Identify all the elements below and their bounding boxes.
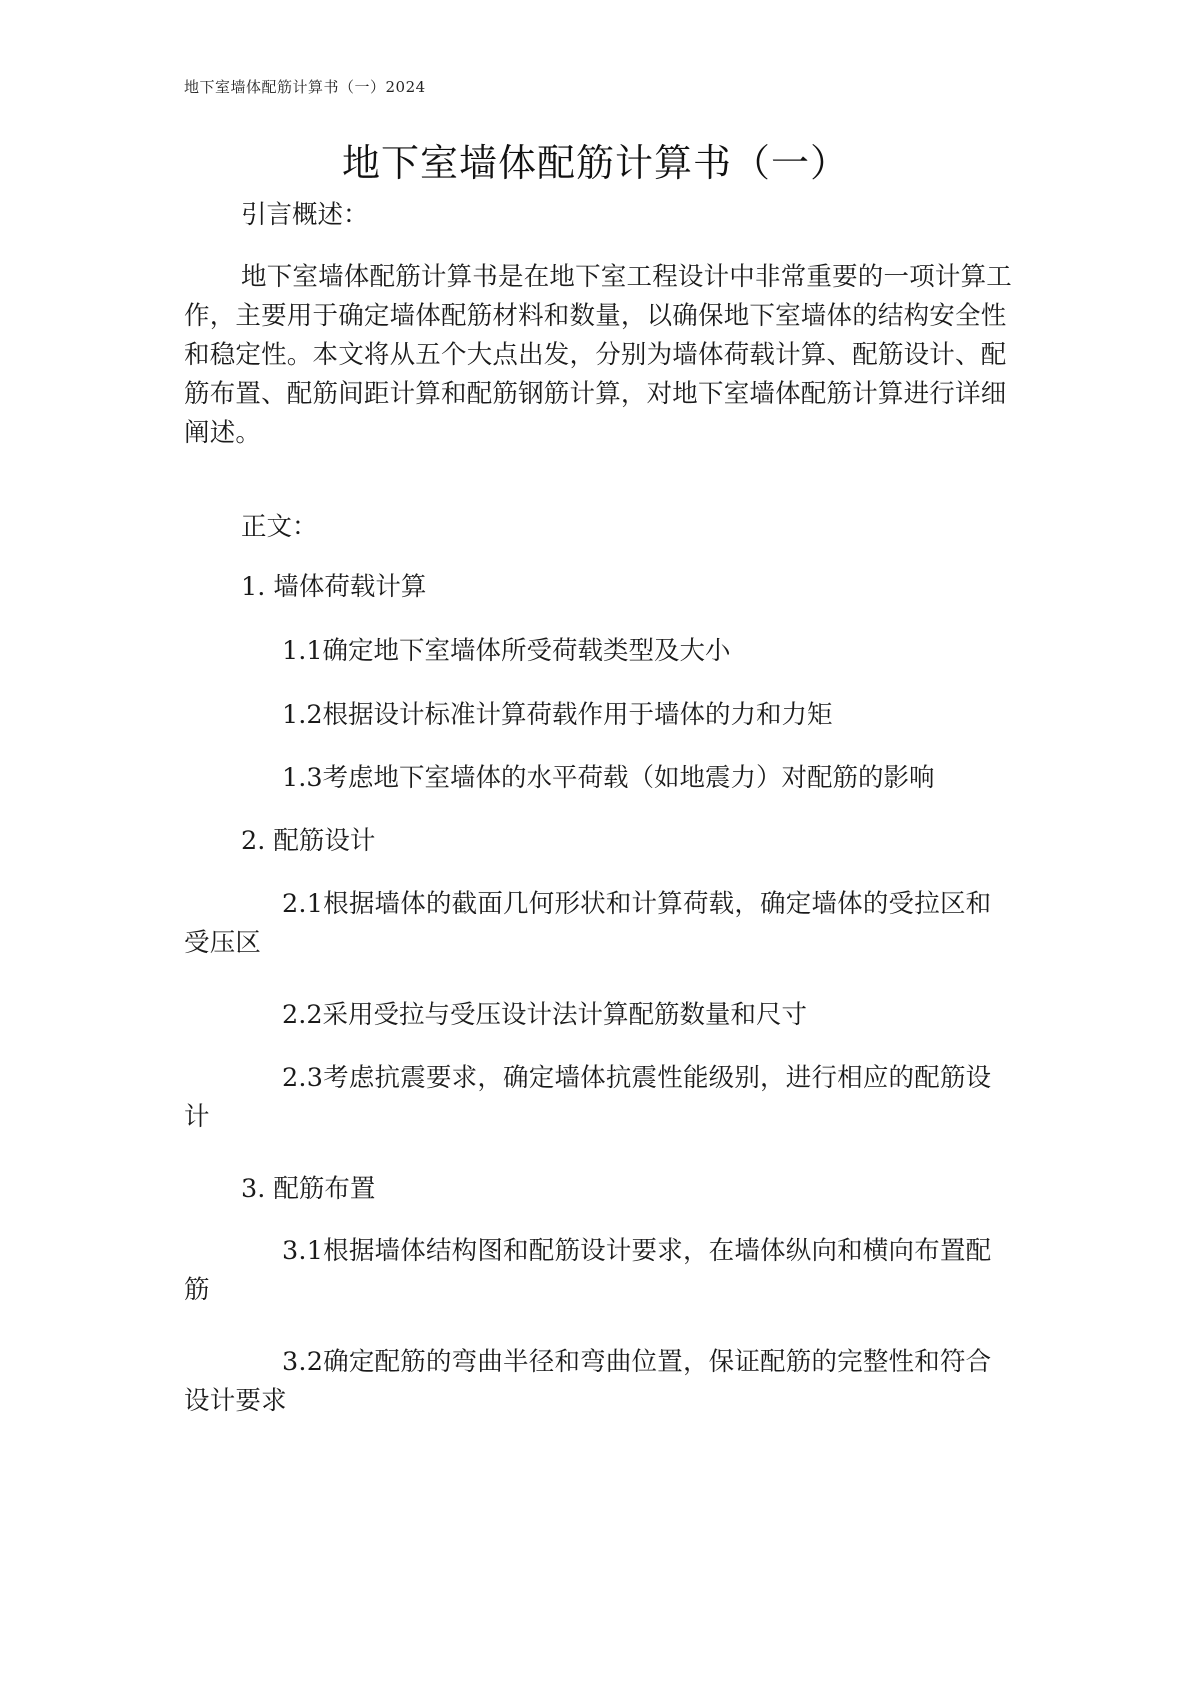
intro-heading: 引言概述： xyxy=(241,200,369,230)
section-2-item-3: 2.3考虑抗震要求，确定墙体抗震性能级别，进行相应的配筋设计 xyxy=(184,1063,992,1132)
body-heading: 正文： xyxy=(241,512,318,542)
intro-paragraph: 地下室墙体配筋计算书是在地下室工程设计中非常重要的一项计算工作，主要用于确定墙体配筋材料和数量，以确保地下室墙体的结构安全性和稳定性。本文将从五个大点出发，分别为墙体荷载计算、配筋设计、配筋布置、配筋间距计算和配筋钢筋计算，对地下室墙体配筋计算进行详细阐述。 xyxy=(184,262,1013,448)
running-header: 地下室墙体配筋计算书（一）2024 xyxy=(184,78,426,96)
section-1-item-2: 1.2根据设计标准计算荷载作用于墙体的力和力矩 xyxy=(282,700,833,730)
document-title: 地下室墙体配筋计算书（一） xyxy=(341,141,849,185)
section-2-item-1: 2.1根据墙体的截面几何形状和计算荷载，确定墙体的受拉区和受压区 xyxy=(184,889,992,958)
section-1-item-3: 1.3考虑地下室墙体的水平荷载（如地震力）对配筋的影响 xyxy=(282,763,935,793)
section-3-item-2: 3.2确定配筋的弯曲半径和弯曲位置，保证配筋的完整性和符合设计要求 xyxy=(184,1347,992,1416)
section-title-1: 1. 墙体荷载计算 xyxy=(241,572,427,602)
section-1-item-1: 1.1确定地下室墙体所受荷载类型及大小 xyxy=(282,636,731,666)
section-title-2: 2. 配筋设计 xyxy=(241,826,376,856)
section-2-item-2: 2.2采用受拉与受压设计法计算配筋数量和尺寸 xyxy=(282,1000,808,1030)
section-3-item-1: 3.1根据墙体结构图和配筋设计要求，在墙体纵向和横向布置配筋 xyxy=(184,1236,992,1305)
section-title-3: 3. 配筋布置 xyxy=(241,1174,376,1204)
